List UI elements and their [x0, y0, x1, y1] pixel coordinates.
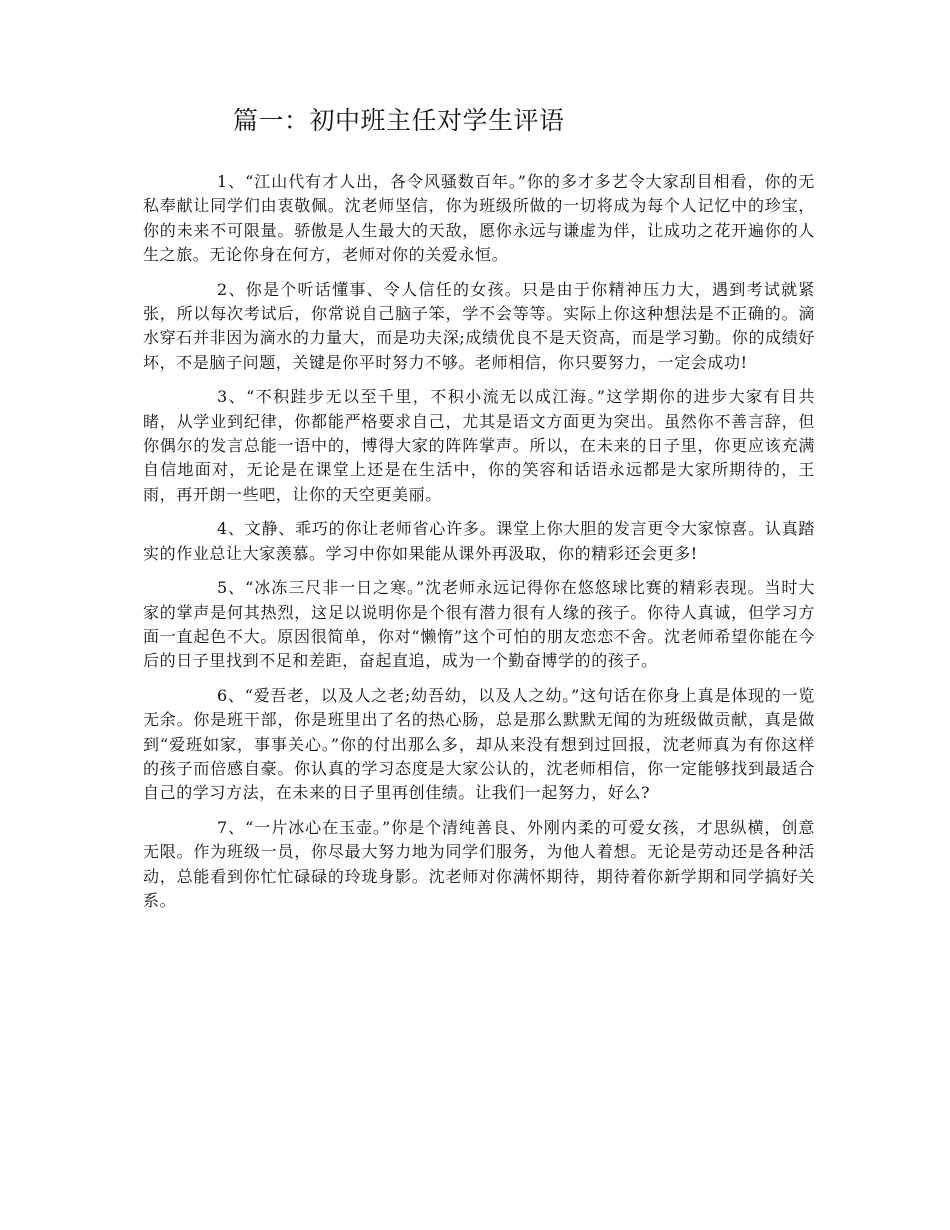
document-body [143, 170, 815, 923]
comment-paragraph-6: 6、“爱吾老，以及人之老;幼吾幼，以及人之幼。”这句话在你身上真是体现的一览无余。你是班干部，你是班里出了名的热心肠，总是那么默默无闻的为班级做贡献，真是做到“爱班如家，事事关心。”你的付出那么多，却从来没有想到过回报，沈老师真为有你这样的孩子而倍感自豪。你认真的学习态度是大家公认的，沈老师相信，你一定能够找到最适合自己的学习方法，在未来的日子里再创佳绩。让我们一起努力，好么? [143, 685, 815, 803]
comment-paragraph-5: 5、“冰冻三尺非一日之寒。”沈老师永远记得你在悠悠球比赛的精彩表现。当时大家的掌声是何其热烈，这足以说明你是个很有潜力很有人缘的孩子。你待人真诚，但学习方面一直起色不大。原因很简单，你对“懒惰”这个可怕的朋友恋恋不舍。沈老师希望你能在今后的日子里找到不足和差距，奋起直追，成为一个勤奋博学的的孩子。 [143, 578, 815, 671]
comment-paragraph-2: 2、你是个听话懂事、令人信任的女孩。只是由于你精神压力大，遇到考试就紧张，所以每次考试后，你常说自己脑子笨，学不会等等。实际上你这种想法是不正确的。滴水穿石并非因为滴水的力量大，而是功夫深;成绩优良不是天资高，而是学习勤。你的成绩好坏，不是脑子问题，关键是你平时努力不够。老师相信，你只要努力，一定会成功! [143, 279, 815, 372]
comment-paragraph-4: 4、文静、乖巧的你让老师省心许多。课堂上你大胆的发言更令大家惊喜。认真踏实的作业总让大家羡慕。学习中你如果能从课外再汲取，你的精彩还会更多! [143, 519, 815, 563]
comment-paragraph-1: 1、“江山代有才人出，各令风骚数百年。”你的多才多艺令大家刮目相看，你的无私奉献让同学们由衷敬佩。沈老师坚信，你为班级所做的一切将成为每个人记忆中的珍宝，你的未来不可限量。骄傲是人生最大的天敌，愿你永远与谦虚为伴，让成功之花开遍你的人生之旅。无论你身在何方，老师对你的关爱永恒。 [143, 172, 815, 265]
document-title: 篇一：初中班主任对学生评语 [233, 106, 565, 135]
comment-paragraph-7: 7、“一片冰心在玉壶。”你是个清纯善良、外刚内柔的可爱女孩，才思纵横，创意无限。作为班级一员，你尽最大努力地为同学们服务，为他人着想。无论是劳动还是各种活动，总能看到你忙忙碌碌的玲珑身影。沈老师对你满怀期待，期待着你新学期和同学搞好关系。 [143, 817, 815, 910]
comment-paragraph-3: 3、“不积跬步无以至千里，不积小流无以成江海。”这学期你的进步大家有目共睹，从学业到纪律，你都能严格要求自己，尤其是语文方面更为突出。虽然你不善言辞，但你偶尔的发言总能一语中的，博得大家的阵阵掌声。所以，在未来的日子里，你更应该充满自信地面对，无论是在课堂上还是在生活中，你的笑容和话语永远都是大家所期待的，王雨，再开朗一些吧，让你的天空更美丽。 [143, 387, 815, 504]
